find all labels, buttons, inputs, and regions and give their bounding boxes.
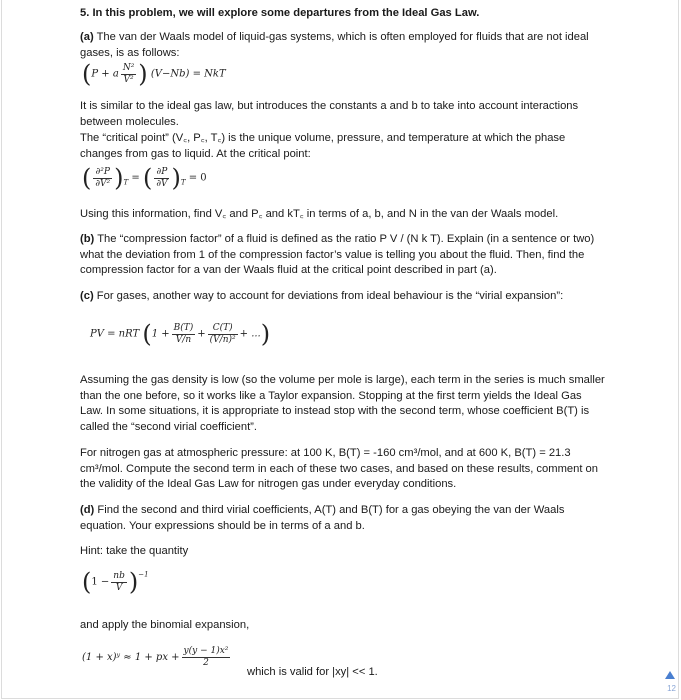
virial-expansion-equation: PV = nRT (1 + $\frac{B(T)}{V/n}$ + $\frac{C(T)}{\text{(V/n)²}}$ + ...) — [90, 320, 271, 348]
problem-intro: 5. In this problem, we will explore some departures from the Ideal Gas Law. — [80, 7, 480, 19]
binomial-validity: which is valid for |xy| << 1. — [247, 666, 378, 678]
van-der-waals-equation: (P + a $\frac{\text{N²}}{\text{V²}}$ ) (V−Nb) = NkT — [82, 60, 226, 88]
part-c-text2: Assuming the gas density is low (so the volume per mole is large), each term in the series is much smaller than the one before, so it works like a Taylor expansion. Stopping at the first term yields the Ideal Gas Law. In some situations, it is appropriate to instead stop with the second term, whose coefficient B(T) is called the “second virial coefficient”. — [80, 374, 605, 433]
critical-point-equation: ( $\frac{\text{∂²P}}{\text{∂V²}}$ )$_T$ = ( $\frac{\partial P}{\partial V}$ )$_T = 0$ — [82, 164, 207, 192]
part-a-question: Using this information, find V꜀ and P꜀ and kT꜀ in terms of a, b, and N in the van der Waals model. — [80, 208, 559, 220]
scroll-up-arrow-icon[interactable] — [665, 671, 675, 679]
binomial-expansion: (1 + x)ʸ ≈ 1 + px + $\frac{\text{y(y − 1)x²}}{2}$ — [82, 646, 229, 668]
part-a-intro: (a) The van der Waals model of liquid-gas systems, which is often employed for fluids that are not ideal gases, is as follows: — [80, 31, 589, 59]
part-c-intro: (c) For gases, another way to account for deviations from ideal behaviour is the “virial expansion”: — [80, 290, 564, 302]
part-d-hint: Hint: take the quantity — [80, 545, 189, 557]
part-c-nitrogen: For nitrogen gas at atmospheric pressure: at 100 K, B(T) = -160 cm³/mol, and at 600 K, B(T) = 21.3 cm³/mol. Compute the second term in each of these two cases, and based on these results, comment on the validity of the Ideal Gas Law for nitrogen gas under everyday conditions. — [80, 447, 598, 490]
part-d-text: (d) Find the second and third virial coefficients, A(T) and B(T) for a gas obeying the van der Waals equation. Your expressions should be in terms of a and b. — [80, 504, 565, 532]
part-b-text: (b) The “compression factor” of a fluid is defined as the ratio P V / (N k T). Explain (in a sentence or two) what the deviation from 1 of the compression factor’s value is telling you about the fluid. Then, find the compression factor for a van der Waals fluid at the critical point described in part (a). — [80, 233, 595, 276]
hint-quantity: (1 − $\frac{nb}{V}$ )$^{-1}$ — [82, 568, 149, 596]
part-a-critical-point: The “critical point” (V꜀, P꜀, T꜀) is the unique volume, pressure, and temperature at which the phase changes from gas to liquid. At the critical point: — [80, 132, 566, 160]
page-number: 12 — [667, 684, 676, 693]
part-d-binomial-intro: and apply the binomial expansion, — [80, 619, 250, 631]
part-a-text2: It is similar to the ideal gas law, but introduces the constants a and b to take into account interactions between molecules. — [80, 100, 579, 128]
